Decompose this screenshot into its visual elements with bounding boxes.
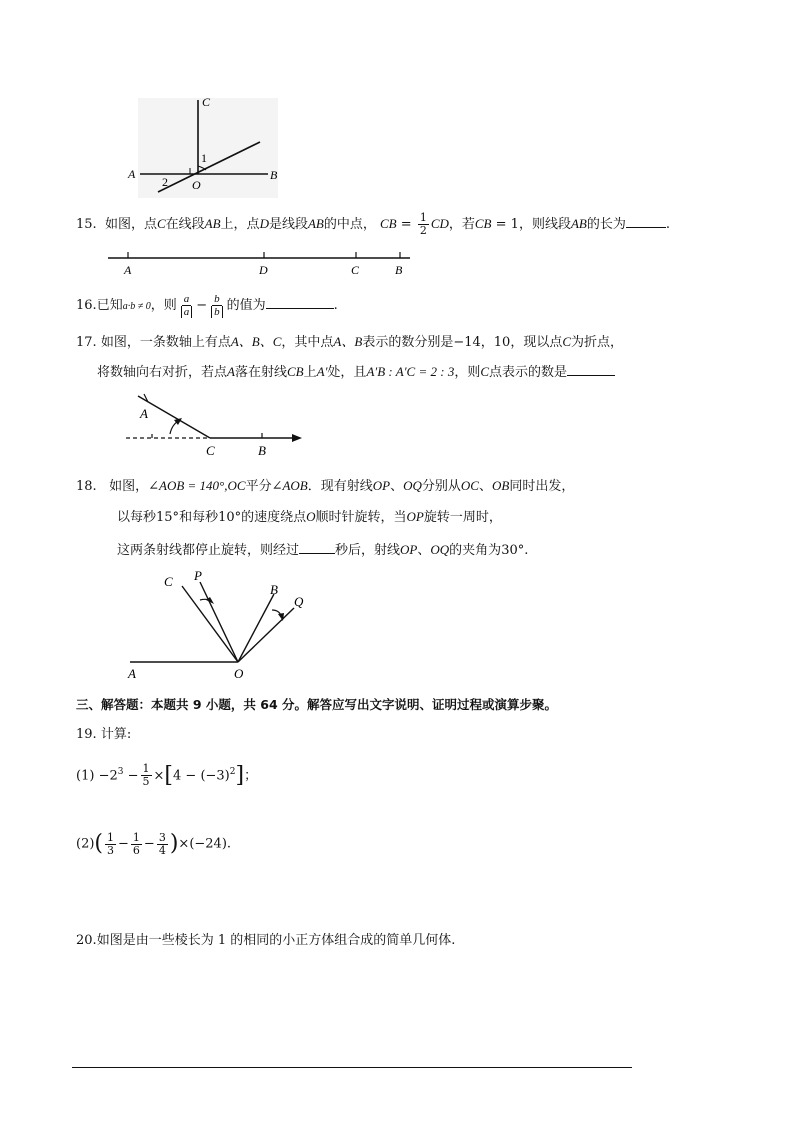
label-c: C [164, 574, 173, 589]
point-a: A [140, 406, 148, 421]
angle-aob: ∠AOB [271, 478, 308, 493]
text: 上 [303, 365, 317, 380]
fraction [157, 832, 168, 857]
point-o: O [306, 509, 316, 524]
multiplier: ×(−24) [178, 836, 227, 852]
abs-a: a [181, 306, 193, 318]
frac-den: 4 [158, 843, 166, 857]
point-c: C [562, 334, 571, 349]
section-3-heading: 三、解答题：本题共 9 小题，共 64 分。解答应写出文字说明、证明过程或演算步聚。 [76, 697, 558, 712]
point-a: A [227, 364, 235, 379]
bracket-close: ] [235, 762, 245, 788]
question-20 [76, 932, 455, 950]
points: A、B [333, 334, 363, 349]
period: . [524, 543, 529, 558]
label-a: A [128, 167, 136, 181]
ratio: A′B : A′C = 2 : 3 [366, 364, 455, 379]
question-16 [76, 291, 338, 322]
rotating-rays-figure [122, 566, 322, 682]
period: . [226, 836, 232, 852]
question-number: 19. [76, 727, 97, 742]
label-o: O [234, 666, 244, 681]
text: 秒后，射线 [335, 543, 401, 558]
text: ，其中点 [281, 335, 334, 350]
fraction-a [179, 293, 195, 318]
frac-num: b [214, 293, 220, 305]
point-d: D [259, 263, 268, 277]
question-number: 18. [76, 479, 97, 494]
abs-b: b [211, 306, 223, 318]
angle-aob: ∠AOB = 140°, [148, 478, 228, 493]
var-cd: CD [430, 216, 449, 231]
label-p: P [194, 568, 202, 583]
fraction [131, 832, 142, 857]
text: 旋转一周时， [423, 510, 502, 525]
ray-ob: OB [492, 478, 510, 493]
question-15 [76, 212, 670, 237]
var-cb: CB [474, 216, 492, 231]
minus: − [196, 298, 208, 313]
answer-blank[interactable] [626, 214, 666, 228]
part-label: (2) [76, 836, 95, 852]
question-number: 20. [76, 933, 97, 948]
frac-num: 1 [132, 830, 140, 844]
text: 点表示的数是 [489, 365, 568, 380]
label-o: O [192, 178, 201, 192]
text: 顺时针旋转，当 [315, 510, 407, 525]
speed-1: 15° [156, 510, 180, 525]
frac-num: 1 [419, 211, 427, 224]
paren-open: ( [94, 831, 104, 856]
var-ab: AB [570, 216, 587, 231]
ray-oc: OC [460, 478, 479, 493]
frac-den: 2 [419, 224, 427, 237]
frac-num: 1 [107, 830, 115, 844]
inner-expr: 4 − (−3) [173, 768, 230, 784]
text: 分别从 [421, 479, 461, 494]
point-a-prime: A′ [316, 364, 328, 379]
var-ab: AB [204, 216, 221, 231]
text: 如图， [109, 479, 149, 494]
question-number: 15. [76, 217, 97, 232]
var-cb: CB [380, 216, 397, 231]
text: 的中点， [323, 217, 376, 232]
points: A、B、C [230, 334, 282, 349]
text: 为折点， [571, 335, 624, 350]
question-18-line2 [117, 508, 502, 527]
text: 在线段 [165, 217, 205, 232]
text: 如图，一条数轴上有点 [100, 335, 231, 350]
frac-num: 1 [142, 762, 150, 776]
var-c: C [156, 216, 166, 231]
eq-sign: = [396, 217, 416, 232]
text: ，现以点 [510, 335, 563, 350]
point-b: B [395, 263, 403, 277]
text: 表示的数分别是 [362, 335, 454, 350]
text: 的夹角为 [449, 543, 502, 558]
period: . [665, 217, 671, 232]
text: 计算: [100, 727, 132, 742]
label-q: Q [294, 594, 304, 609]
point-c: C [351, 263, 360, 277]
ray-op: OP [400, 542, 418, 557]
question-19-part2 [76, 826, 231, 863]
text: 是线段 [268, 217, 308, 232]
text: 处，且 [327, 365, 367, 380]
minus: − [127, 768, 139, 784]
fraction-b [209, 293, 225, 318]
text: ，若 [448, 217, 475, 232]
question-number: 16. [76, 298, 97, 313]
values: −14，10 [453, 335, 511, 350]
text: ，则 [150, 298, 177, 313]
text: 上，点 [220, 217, 260, 232]
point-a: A [124, 263, 132, 277]
footer-rule [72, 1067, 632, 1068]
condition: a·b ≠ 0 [122, 301, 151, 312]
frac-num: a [183, 293, 190, 305]
text: 、 [390, 479, 404, 494]
text: 平分 [245, 479, 272, 494]
text: 、 [478, 479, 492, 494]
times: × [153, 768, 165, 784]
ray-op: OP [406, 509, 424, 524]
point-c: C [206, 443, 215, 458]
value: = 1 [491, 217, 519, 232]
text: ，则 [454, 365, 481, 380]
point-c: C [480, 364, 490, 379]
label-1: 1 [201, 151, 207, 165]
text: 如图是由一些棱长为 1 的相同的小正方体组合成的简单几何体. [96, 933, 456, 948]
question-19-part1 [76, 756, 257, 792]
label-c: C [202, 95, 211, 109]
segment-figure-15 [104, 246, 416, 278]
answer-blank[interactable] [567, 362, 615, 376]
text: 和每秒 [179, 510, 219, 525]
text: 以每秒 [117, 510, 157, 525]
answer-blank[interactable] [266, 295, 334, 309]
bracket-open: [ [164, 762, 174, 788]
speed-2: 10° [218, 510, 242, 525]
text: 的速度绕点 [241, 510, 307, 525]
exponent: 3 [117, 767, 124, 777]
text: 的长为 [586, 217, 626, 232]
ray-oq: OQ [430, 542, 450, 557]
label-2: 2 [162, 175, 168, 189]
exponent: 2 [229, 767, 236, 777]
fraction-half [418, 212, 429, 237]
ray-oc: OC [227, 478, 246, 493]
question-number: 17. [76, 335, 97, 350]
ray-op: OP [372, 478, 391, 493]
paren-close: ) [169, 831, 179, 856]
angle-value: 30° [501, 543, 525, 558]
text: ．现有射线 [307, 479, 373, 494]
question-19-title [76, 726, 131, 744]
number-line-fold-figure [122, 388, 307, 460]
ray-oq: OQ [403, 478, 422, 493]
end-mark: ； [244, 768, 258, 784]
var-ab: AB [307, 216, 324, 231]
term: −2 [98, 768, 118, 784]
frac-den: 6 [132, 843, 140, 857]
ray-cb: CB [286, 364, 304, 379]
question-18-line1 [76, 477, 574, 496]
frac-den: 5 [142, 775, 150, 789]
text: 这两条射线都停止旋转，则经过 [117, 543, 300, 558]
answer-blank[interactable] [299, 540, 335, 554]
angle-figure-top [120, 92, 290, 202]
point-b: B [258, 443, 266, 458]
var-d: D [259, 216, 269, 231]
part-label: (1) [76, 768, 95, 784]
label-a: A [128, 666, 136, 681]
minus: − [143, 836, 155, 852]
text: 、 [417, 543, 431, 558]
period: . [333, 298, 338, 313]
label-b: B [270, 168, 278, 182]
frac-den: 3 [107, 843, 115, 857]
text: 将数轴向右对折，若点 [97, 365, 228, 380]
text: ，则线段 [518, 217, 571, 232]
fraction [105, 832, 116, 857]
minus: − [118, 836, 129, 852]
text: 如图，点 [104, 217, 157, 232]
question-17-line2 [97, 362, 615, 382]
text: 同时出发， [509, 479, 575, 494]
fraction [141, 763, 152, 788]
frac-num: 3 [158, 830, 166, 844]
text: 已知 [96, 298, 123, 313]
text: 的值为 [226, 298, 266, 313]
question-18-line3 [117, 540, 528, 560]
text: 落在射线 [234, 365, 287, 380]
question-17-line1 [76, 333, 623, 352]
label-b: B [270, 582, 278, 597]
